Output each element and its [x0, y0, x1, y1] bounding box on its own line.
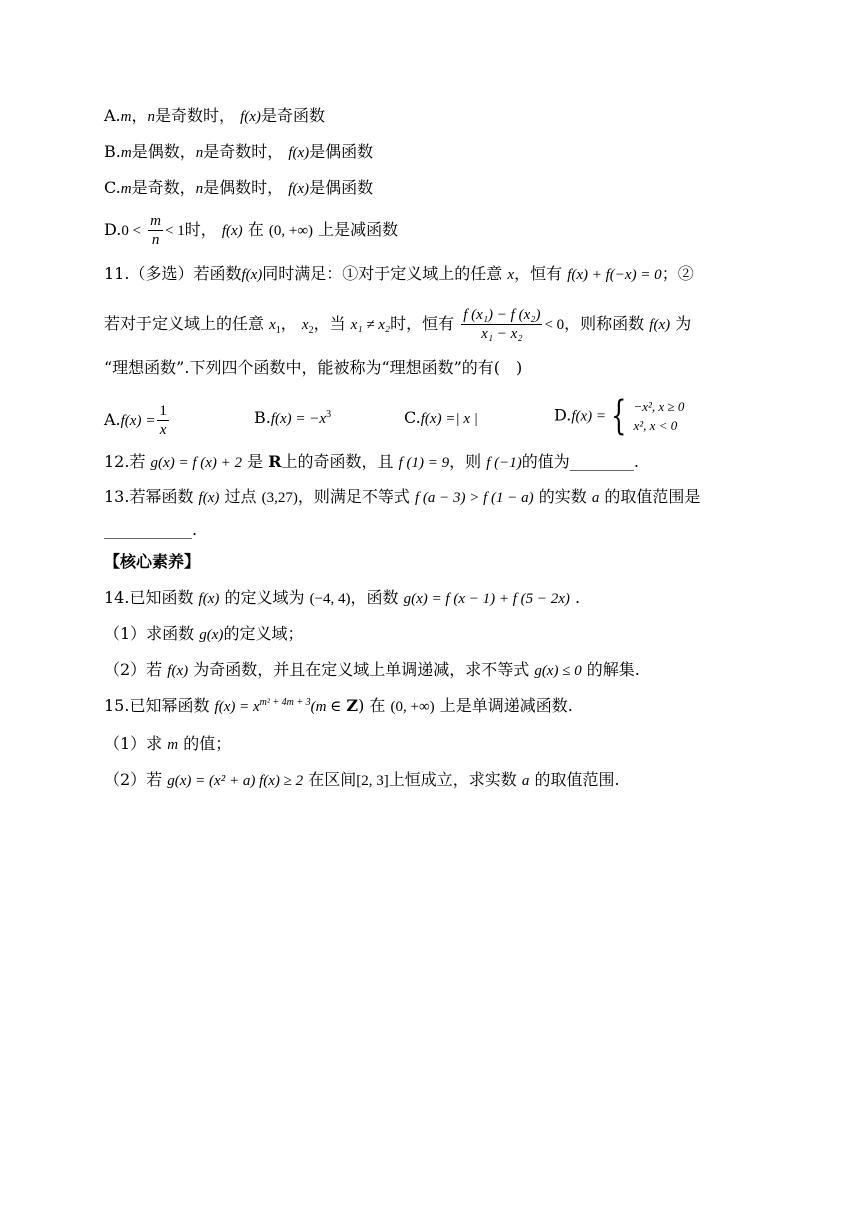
text: 为奇函数，并且在定义域上单调递减，求不等式 — [193, 660, 530, 679]
fraction-numerator: f (x₁) − f (x₂) — [463, 307, 541, 323]
text: ，则满足不等式 — [297, 487, 410, 506]
question-number: 13.若幂函数 — [104, 487, 194, 506]
power-function-expr — [215, 699, 311, 715]
text: ，当 — [313, 314, 346, 333]
option-label: D. — [554, 405, 572, 425]
left-brace-icon: { — [611, 393, 627, 439]
math-expr: (−4, 4) — [309, 591, 351, 607]
math-var: m — [120, 181, 132, 197]
text: 是偶函数 — [309, 142, 374, 161]
subscript: 1 — [275, 325, 281, 336]
math-expr: g(x) = f (x) + 2 — [150, 455, 243, 471]
text: ；② — [661, 264, 694, 283]
question-15-part-2 — [104, 770, 620, 791]
fraction-numerator: m — [150, 213, 161, 229]
math-expr: f(x) — [198, 490, 220, 506]
option-label: C. — [104, 178, 121, 197]
math-expr: g(x) = f (x − 1) + f (5 − 2x) — [403, 591, 570, 607]
text: ) — [358, 696, 365, 715]
math-expr: f(x) — [240, 109, 261, 125]
question-14 — [104, 588, 580, 609]
option-label: A. — [104, 410, 121, 429]
math-var: m — [120, 109, 132, 125]
answer-blank[interactable]: ________ — [569, 452, 634, 471]
math-expr: f (−1) — [486, 455, 522, 471]
math-var: a — [591, 490, 600, 506]
text: 上恒成立，求实数 — [388, 770, 517, 789]
math-var: n — [195, 145, 204, 161]
text: ，则 — [449, 452, 482, 471]
math-expr: f(x) — [288, 145, 310, 161]
fraction-m-over-n — [148, 212, 163, 249]
math-expr: g(x) — [199, 627, 224, 643]
math-expr: < 1 — [165, 223, 185, 239]
option-label: B. — [104, 142, 121, 161]
text: 在 — [247, 220, 264, 239]
superscript: 3 — [326, 409, 332, 420]
text: ， — [131, 106, 148, 125]
question-number: 15.已知幂函数 — [104, 696, 210, 715]
text: （1）求 — [104, 734, 163, 753]
fraction-numerator: 1 — [159, 403, 167, 419]
question-14-part-1 — [104, 624, 303, 645]
text: 是偶函数 — [309, 178, 374, 197]
math-expr: f(x) = — [120, 413, 156, 429]
math-expr: g(x) ≤ 0 — [534, 663, 582, 679]
math-set-r: R — [268, 452, 282, 471]
text: （1）求函数 — [104, 624, 195, 643]
text: . — [192, 520, 198, 539]
option-c — [404, 408, 478, 429]
math-var: a — [521, 773, 530, 789]
math-expr: f(x) = — [571, 408, 607, 425]
option-label: B. — [254, 408, 271, 427]
text: . — [575, 588, 581, 607]
question-13-blank-line — [104, 520, 197, 540]
text: ， — [280, 314, 297, 333]
text: 在 — [369, 696, 386, 715]
question-11-line-2 — [104, 306, 691, 343]
question-13 — [104, 487, 700, 508]
option-c-prev — [104, 178, 373, 199]
option-label: C. — [404, 408, 421, 427]
math-expr: f(x) =| x | — [420, 411, 478, 427]
question-12 — [104, 452, 639, 473]
text: ，则称函数 — [564, 314, 645, 333]
math-expr: f(x) — [167, 663, 189, 679]
math-var: m — [120, 145, 132, 161]
question-14-part-2 — [104, 660, 640, 681]
option-b — [254, 408, 331, 429]
math-expr: f(x) = x — [214, 699, 260, 715]
option-label: D. — [104, 220, 122, 239]
question-number: 11. — [104, 264, 130, 283]
text: 是偶数时， — [203, 178, 284, 197]
math-expr-b — [271, 411, 331, 427]
text: . — [633, 452, 639, 471]
fraction-denominator: n — [151, 232, 160, 248]
math-expr: f(x) — [649, 317, 671, 333]
subscript: 2 — [308, 325, 314, 336]
math-expr: f (a − 3) > f (1 − a) — [414, 490, 534, 506]
question-11-options — [104, 393, 824, 440]
text: ，恒有 — [514, 264, 563, 283]
superscript: m² + 4m + 3 — [259, 697, 311, 708]
option-a-prev — [104, 106, 325, 127]
math-expr: < 0 — [544, 317, 565, 333]
text: ，函数 — [350, 588, 399, 607]
question-11-line-1 — [104, 264, 694, 285]
question-15-part-1 — [104, 734, 231, 755]
text: 的取值范围. — [534, 770, 620, 789]
math-var: n — [147, 109, 155, 125]
fraction-denominator: x₁ − x₂ — [481, 326, 523, 342]
math-expr: f(x) + f(−x) = 0 — [567, 267, 662, 283]
question-15 — [104, 696, 573, 717]
math-var-x2 — [301, 317, 314, 336]
option-d — [554, 393, 685, 439]
text: 的值； — [183, 734, 232, 753]
option-d-prev — [104, 212, 398, 249]
question-number: 14.已知函数 — [104, 588, 194, 607]
text: 是奇数时， — [203, 142, 284, 161]
question-number: 12.若 — [104, 452, 146, 471]
option-label: A. — [104, 106, 121, 125]
math-expr: f(x) — [241, 267, 263, 283]
math-var: x — [507, 267, 515, 283]
question-11-line-3 — [104, 358, 522, 378]
text: （多选）若函数 — [129, 264, 242, 283]
math-expr: f(x) — [288, 181, 310, 197]
section-heading: 【核心素养】 — [104, 552, 201, 571]
text: 的取值范围是 — [604, 487, 701, 506]
math-expr: f(x) — [221, 223, 243, 239]
math-expr: g(x) = (x² + a) f(x) ≥ 2 — [167, 773, 304, 789]
text: 在区间 — [308, 770, 357, 789]
answer-blank[interactable]: ___________ — [104, 520, 192, 539]
math-expr: x₁ ≠ x₂ — [350, 317, 391, 333]
math-var: n — [195, 181, 204, 197]
math-set-z: Z — [346, 696, 359, 715]
text: （2）若 — [104, 770, 163, 789]
case-2: x², x < 0 — [633, 418, 678, 433]
math-expr: (0, +∞) — [268, 223, 314, 239]
math-expr: (3,27) — [261, 490, 298, 506]
math-expr: f (1) = 9 — [398, 455, 450, 471]
text: 的值为 — [521, 452, 570, 471]
text: 上的奇函数，且 — [281, 452, 394, 471]
math-expr: (0, +∞) — [390, 699, 435, 715]
math-var: m — [167, 737, 179, 753]
fraction-1-over-x — [157, 402, 169, 439]
math-var: x — [301, 317, 309, 333]
text: 过点 — [224, 487, 257, 506]
option-a — [104, 402, 171, 439]
text: 若对于定义域上的任意 — [104, 314, 265, 333]
text: 是奇数， — [131, 178, 196, 197]
case-1: −x², x ≥ 0 — [633, 399, 685, 414]
text: 是偶数， — [131, 142, 196, 161]
text: 的定义域为 — [224, 588, 305, 607]
text: 上是单调递减函数. — [439, 696, 573, 715]
text: （2）若 — [104, 660, 163, 679]
text: 是奇函数 — [260, 106, 325, 125]
text: 的解集. — [586, 660, 640, 679]
math-expr: f(x) — [198, 591, 220, 607]
text: 上是减函数 — [318, 220, 399, 239]
text: 时，恒有 — [390, 314, 455, 333]
math-var-x1 — [269, 317, 281, 336]
text: 的实数 — [538, 487, 587, 506]
math-expr: 0 < — [121, 223, 142, 239]
math-expr: [2, 3] — [356, 773, 389, 789]
text: “理想函数”.下列四个函数中，能被称为“理想函数”的有( ) — [104, 358, 523, 377]
option-b-prev — [104, 142, 373, 163]
difference-quotient — [461, 306, 542, 343]
math-var: x — [269, 317, 276, 333]
math-expr: f(x) = −x — [270, 411, 327, 427]
text: 为 — [675, 314, 692, 333]
piecewise-cases — [633, 397, 684, 435]
text: 的定义域； — [223, 624, 304, 643]
fraction-denominator: x — [159, 422, 167, 438]
text: 同时满足：①对于定义域上的任意 — [262, 264, 503, 283]
text: 是奇数时， — [155, 106, 236, 125]
text: 是 — [247, 452, 264, 471]
text: 时， — [184, 220, 217, 239]
math-expr: (m ∈ — [310, 699, 342, 715]
